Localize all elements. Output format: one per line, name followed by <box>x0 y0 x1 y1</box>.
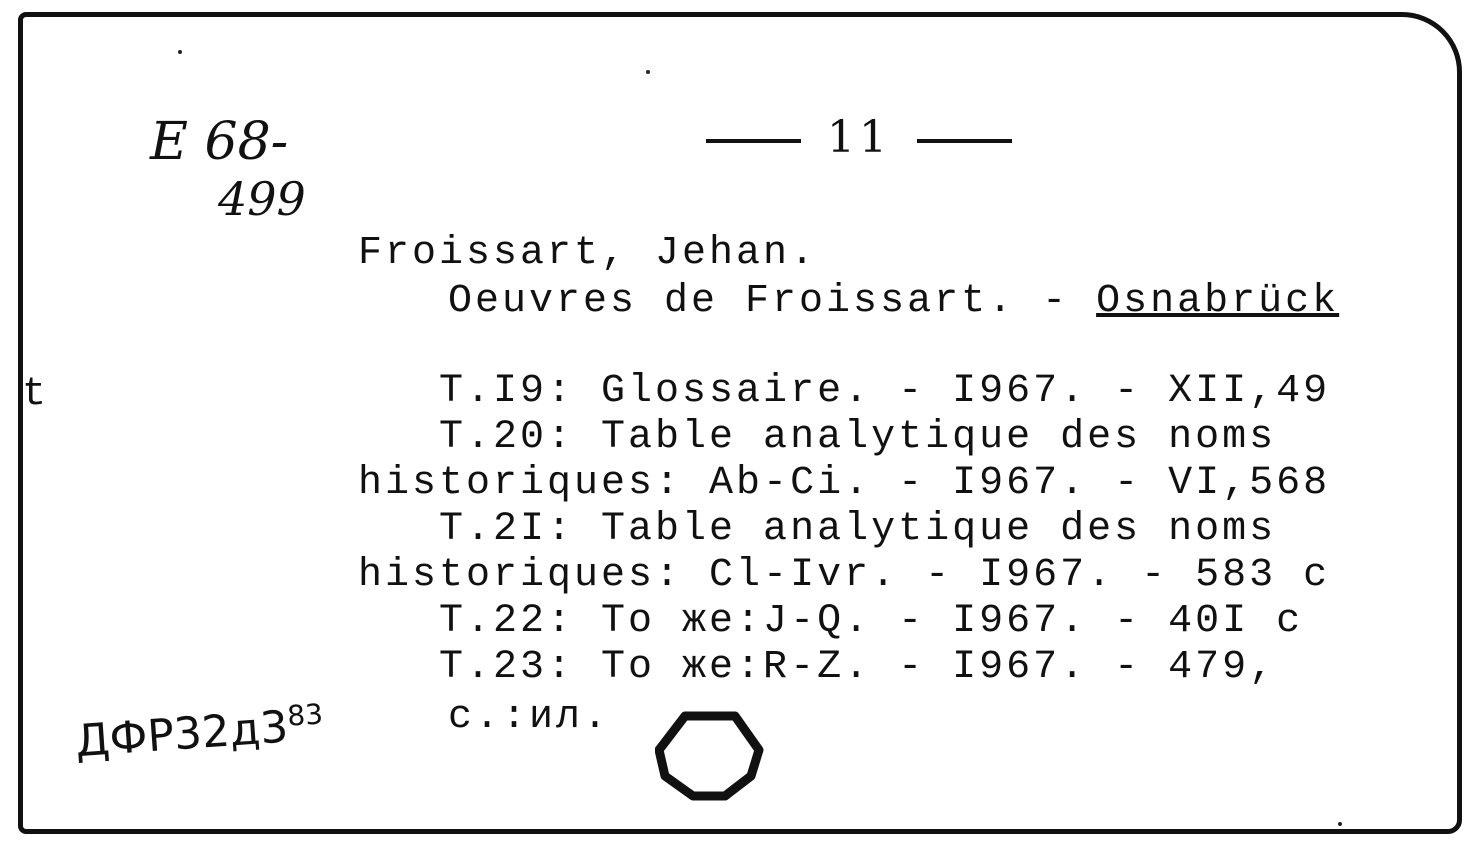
title-text: Oeuvres de Froissart. - <box>448 279 1097 324</box>
page-number-value: 11 <box>827 112 891 163</box>
entry-line-2: T.20: Table analytique des noms <box>358 415 1277 460</box>
entry-line-1: T.I9: Glossaire. - I967. - XII,49 <box>358 369 1331 414</box>
entry-line-7: T.23: To же:R-Z. - I967. - 479, <box>358 645 1277 690</box>
shelf-mark-superscript: 83 <box>286 697 325 733</box>
speck <box>1338 822 1342 826</box>
call-number-line1: E 68- <box>150 112 289 172</box>
final-line: c.:ил. <box>448 695 611 740</box>
speck <box>646 70 650 74</box>
author-heading: Froissart, Jehan. <box>358 231 818 276</box>
card-edge-fragment: t <box>22 372 47 417</box>
call-number-line2: 499 <box>218 172 306 226</box>
dash-left <box>706 139 801 143</box>
hole-punch-icon <box>655 710 765 802</box>
entry-line-6: T.22: To же:J-Q. - I967. - 40I c <box>358 599 1304 644</box>
dash-right <box>917 139 1012 143</box>
entry-line-5: historiques: Cl-Ivr. - I967. - 583 c <box>358 553 1331 598</box>
page-number <box>680 112 1038 163</box>
publication-place: Osnabrück <box>1096 279 1340 324</box>
title-line <box>448 280 1339 324</box>
shelf-mark-main: ДФР32д3 <box>73 701 290 768</box>
speck <box>178 50 182 54</box>
entry-line-3: historiques: Ab-Ci. - I967. - VI,568 <box>358 461 1331 506</box>
entry-line-4: T.2I: Table analytique des noms <box>358 507 1277 552</box>
